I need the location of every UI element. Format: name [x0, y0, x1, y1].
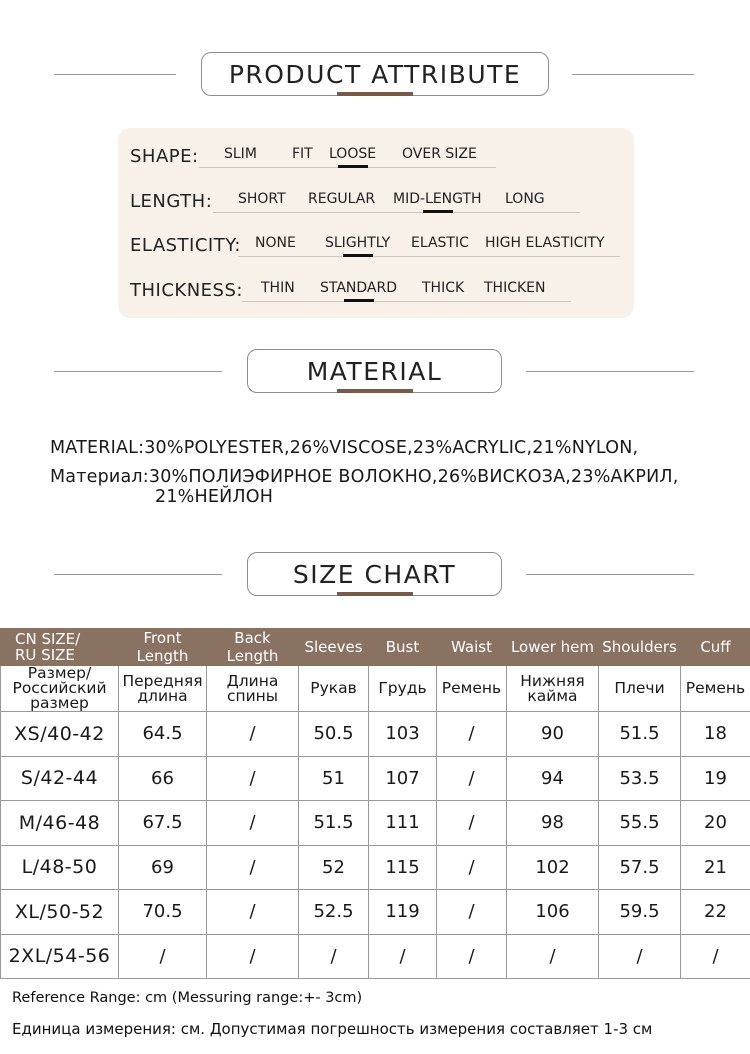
measurement-cell: 98: [507, 801, 599, 846]
table-header-ru-cell: Длина спины: [207, 666, 299, 712]
measurement-cell: /: [437, 801, 507, 846]
measurement-cell: 21: [681, 845, 750, 890]
table-header-cell: Shoulders: [599, 629, 681, 666]
table-row: [1, 801, 750, 846]
measurement-cell: /: [599, 934, 681, 979]
table-row: [1, 845, 750, 890]
measurement-cell: 115: [369, 845, 437, 890]
attribute-row: [130, 187, 630, 217]
title-accent-bar: [337, 592, 413, 596]
table-header-ru-cell: Рукав: [299, 666, 369, 712]
measurement-cell: 90: [507, 712, 599, 757]
material-ru-value: 30%ПОЛИЭФИРНОЕ ВОЛОКНО,26%ВИСКОЗА,23%АКРИЛ,: [148, 467, 679, 487]
size-cell: S/42-44: [1, 756, 119, 801]
attribute-option: SLIGHTLY: [325, 235, 391, 251]
measurement-cell: 107: [369, 756, 437, 801]
material-en-label: MATERIAL:: [50, 438, 145, 458]
material-en: [50, 438, 638, 458]
divider-line-left: [54, 371, 222, 372]
size-cell: M/46-48: [1, 801, 119, 846]
measurement-cell: 103: [369, 712, 437, 757]
measurement-cell: 22: [681, 890, 750, 935]
table-row: [1, 756, 750, 801]
material-header: [0, 349, 750, 395]
section-title: SIZE CHART: [292, 559, 457, 589]
measurement-cell: 67.5: [119, 801, 207, 846]
divider-line-left: [54, 574, 222, 575]
table-row: [1, 934, 750, 979]
divider-line-right: [526, 574, 694, 575]
attribute-option: REGULAR: [308, 191, 376, 207]
measurement-cell: 119: [369, 890, 437, 935]
attribute-option: ELASTIC: [411, 235, 469, 251]
measurement-cell: /: [507, 934, 599, 979]
table-header-cell: Front Length: [119, 629, 207, 666]
table-header-ru-cell: Грудь: [369, 666, 437, 712]
measurement-cell: /: [437, 845, 507, 890]
measurement-cell: 18: [681, 712, 750, 757]
size-cell: XS/40-42: [1, 712, 119, 757]
material-ru-label: Материал:: [50, 467, 149, 487]
measurement-cell: 66: [119, 756, 207, 801]
measurement-cell: 51.5: [299, 801, 369, 846]
divider-line-left: [54, 74, 176, 75]
measurement-cell: 20: [681, 801, 750, 846]
measurement-cell: /: [207, 934, 299, 979]
section-title: MATERIAL: [306, 356, 443, 386]
measurement-cell: 19: [681, 756, 750, 801]
attribute-option: HIGH ELASTICITY: [485, 235, 605, 251]
attribute-option: LOOSE: [329, 146, 377, 162]
table-header-ru-row: [1, 666, 750, 712]
measurement-cell: /: [207, 712, 299, 757]
size-chart-table: [0, 628, 750, 979]
attribute-option: FIT: [292, 146, 313, 162]
product-attribute-header: [0, 52, 750, 98]
attribute-option: STANDARD: [320, 280, 398, 296]
size-cell: 2XL/54-56: [1, 934, 119, 979]
measurement-cell: /: [119, 934, 207, 979]
section-title-pill: [247, 349, 502, 393]
table-header-ru-cell: Плечи: [599, 666, 681, 712]
measurement-cell: /: [207, 756, 299, 801]
attribute-row: [130, 276, 630, 306]
section-title: PRODUCT ATTRIBUTE: [228, 59, 522, 89]
attribute-label: SHAPE:: [130, 146, 199, 167]
table-header-ru-cell: Размер/ Российский размер: [1, 666, 119, 712]
attribute-label: THICKNESS:: [130, 280, 243, 301]
measurement-cell: /: [369, 934, 437, 979]
measurement-cell: 51: [299, 756, 369, 801]
measurement-cell: /: [437, 712, 507, 757]
measurement-cell: 102: [507, 845, 599, 890]
measurement-cell: 51.5: [599, 712, 681, 757]
table-header-cell: CN SIZE/ RU SIZE: [1, 629, 119, 666]
measurement-cell: 57.5: [599, 845, 681, 890]
measurement-cell: /: [681, 934, 750, 979]
selected-option-marker: [344, 299, 374, 302]
table-header-cell: Bust: [369, 629, 437, 666]
size-cell: XL/50-52: [1, 890, 119, 935]
table-header-cell: Back Length: [207, 629, 299, 666]
table-header-cell: Cuff: [681, 629, 750, 666]
measurement-cell: 52.5: [299, 890, 369, 935]
selected-option-marker: [423, 210, 453, 213]
attribute-option: NONE: [255, 235, 296, 251]
attribute-underline: [213, 212, 580, 213]
measurement-cell: /: [207, 845, 299, 890]
attribute-option: SLIM: [224, 146, 257, 162]
table-header-cell: Waist: [437, 629, 507, 666]
material-ru-line2: 21%НЕЙЛОН: [155, 487, 274, 507]
table-header-ru-cell: Ремень: [681, 666, 750, 712]
attribute-row: [130, 231, 630, 261]
measurement-cell: 53.5: [599, 756, 681, 801]
attribute-underline: [238, 256, 620, 257]
attribute-label: ELASTICITY:: [130, 235, 241, 256]
table-row: [1, 890, 750, 935]
material-ru: [50, 467, 679, 487]
measurement-cell: 111: [369, 801, 437, 846]
attribute-option: OVER SIZE: [402, 146, 477, 162]
measurement-cell: 59.5: [599, 890, 681, 935]
divider-line-right: [572, 74, 694, 75]
table-header-cell: Lower hem: [507, 629, 599, 666]
selected-option-marker: [338, 165, 368, 168]
measurement-cell: 94: [507, 756, 599, 801]
attribute-underline: [242, 301, 571, 302]
measurement-cell: 55.5: [599, 801, 681, 846]
divider-line-right: [526, 371, 694, 372]
measurement-cell: /: [299, 934, 369, 979]
section-title-pill: [201, 52, 549, 96]
reference-note-en: Reference Range: cm (Messuring range:+- 3cm): [12, 990, 363, 1006]
measurement-cell: /: [207, 890, 299, 935]
section-title-pill: [247, 552, 502, 596]
measurement-cell: 70.5: [119, 890, 207, 935]
attribute-option: THICKEN: [484, 280, 546, 296]
size-cell: L/48-50: [1, 845, 119, 890]
measurement-cell: 52: [299, 845, 369, 890]
selected-option-marker: [343, 254, 373, 257]
measurement-cell: /: [437, 934, 507, 979]
attribute-label: LENGTH:: [130, 191, 213, 212]
measurement-cell: 106: [507, 890, 599, 935]
material-en-value: 30%POLYESTER,26%VISCOSE,23%ACRYLIC,21%NYLON,: [144, 438, 639, 458]
measurement-cell: 50.5: [299, 712, 369, 757]
table-header-ru-cell: Нижняя кайма: [507, 666, 599, 712]
measurement-cell: 64.5: [119, 712, 207, 757]
attribute-option: LONG: [505, 191, 545, 207]
attribute-row: [130, 142, 630, 172]
size-chart-header: [0, 552, 750, 598]
title-accent-bar: [337, 389, 413, 393]
attribute-option: THICK: [422, 280, 465, 296]
reference-note-ru: Единица измерения: см. Допустимая погрешность измерения составляет 1-3 см: [12, 1020, 653, 1038]
title-accent-bar: [337, 92, 413, 96]
attribute-option: THIN: [261, 280, 295, 296]
measurement-cell: 69: [119, 845, 207, 890]
table-row: [1, 712, 750, 757]
table-header-cell: Sleeves: [299, 629, 369, 666]
table-header-row: [1, 629, 750, 666]
table-header-ru-cell: Ремень: [437, 666, 507, 712]
attribute-option: SHORT: [238, 191, 286, 207]
measurement-cell: /: [437, 890, 507, 935]
measurement-cell: /: [207, 801, 299, 846]
measurement-cell: /: [437, 756, 507, 801]
attribute-option: MID-LENGTH: [393, 191, 482, 207]
table-header-ru-cell: Передняя длина: [119, 666, 207, 712]
